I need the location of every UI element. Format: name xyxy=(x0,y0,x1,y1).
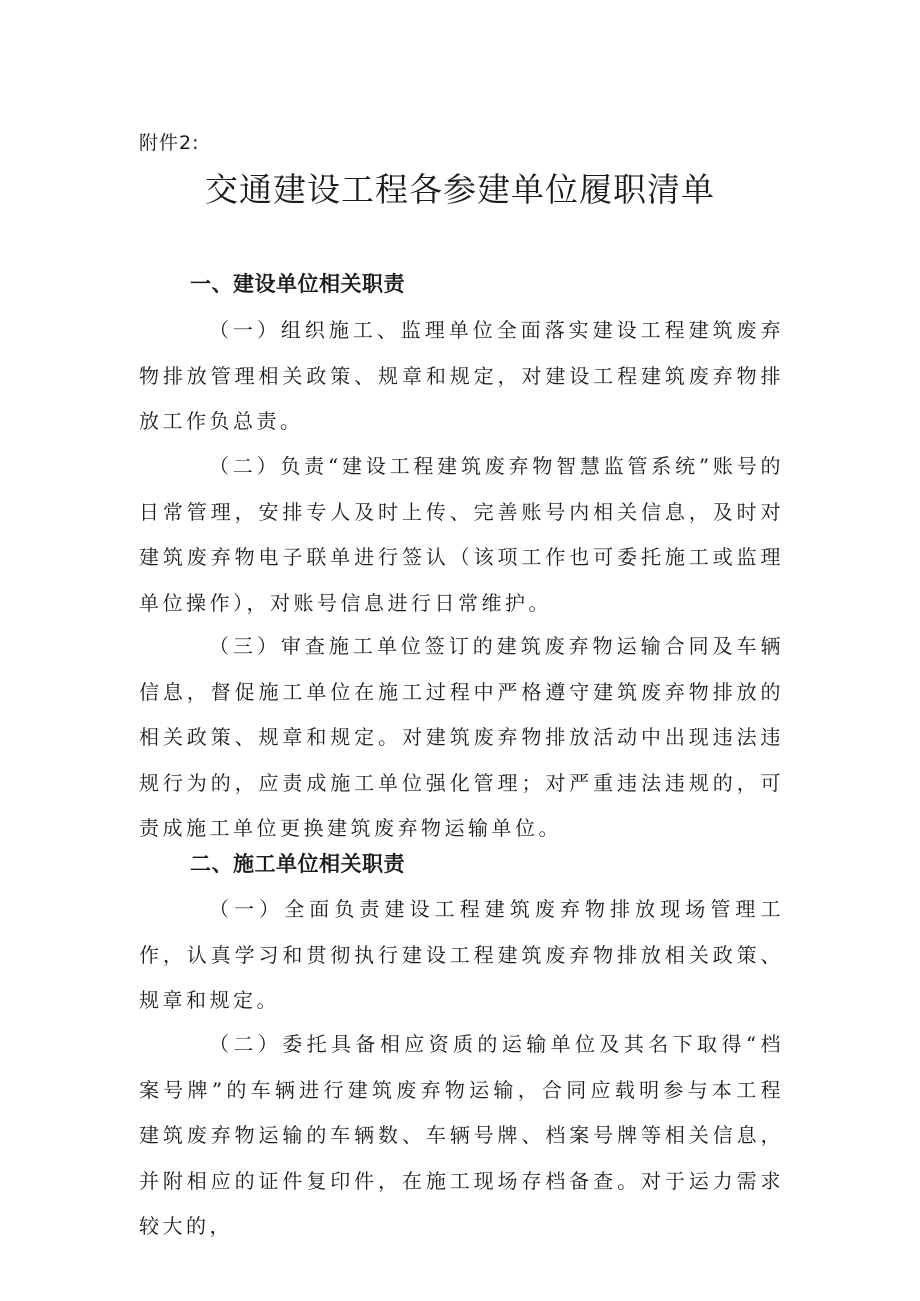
section-heading-construction-unit: 一、建设单位相关职责 xyxy=(190,272,405,296)
paragraph-construction-1: （一）组织施工、监理单位全面落实建设工程建筑废弃物排放管理相关政策、规章和规定，对建设工程建筑废弃物排放工作负总责。 xyxy=(139,318,784,433)
paragraph-construction-2: （二）负责“建设工程建筑废弃物智慧监管系统”账号的日常管理，安排专人及时上传、完善账号内相关信息，及时对建筑废弃物电子联单进行签认（该项工作也可委托施工或监理单位操作），对账号信息进行日常维护。 xyxy=(139,454,784,615)
paragraph-contractor-2: （二）委托具备相应资质的运输单位及其名下取得“档案号牌”的车辆进行建筑废弃物运输，合同应载明参与本工程建筑废弃物运输的车辆数、车辆号牌、档案号牌等相关信息，并附相应的证件复印件，在施工现场存档备查。对于运力需求较大的， xyxy=(139,1032,784,1238)
document-title: 交通建设工程各参建单位履职清单 xyxy=(205,170,715,209)
section-heading-contractor-unit: 二、施工单位相关职责 xyxy=(190,852,405,876)
attachment-label: 附件2: xyxy=(139,132,200,154)
paragraph-contractor-1: （一）全面负责建设工程建筑废弃物排放现场管理工作，认真学习和贯彻执行建设工程建筑废弃物排放相关政策、规章和规定。 xyxy=(139,897,784,1012)
paragraph-construction-3: （三）审查施工单位签订的建筑废弃物运输合同及车辆信息，督促施工单位在施工过程中严格遵守建筑废弃物排放的相关政策、规章和规定。对建筑废弃物排放活动中出现违法违规行为的，应责成施工单位强化管理；对严重违法违规的，可责成施工单位更换建筑废弃物运输单位。 xyxy=(139,634,784,840)
